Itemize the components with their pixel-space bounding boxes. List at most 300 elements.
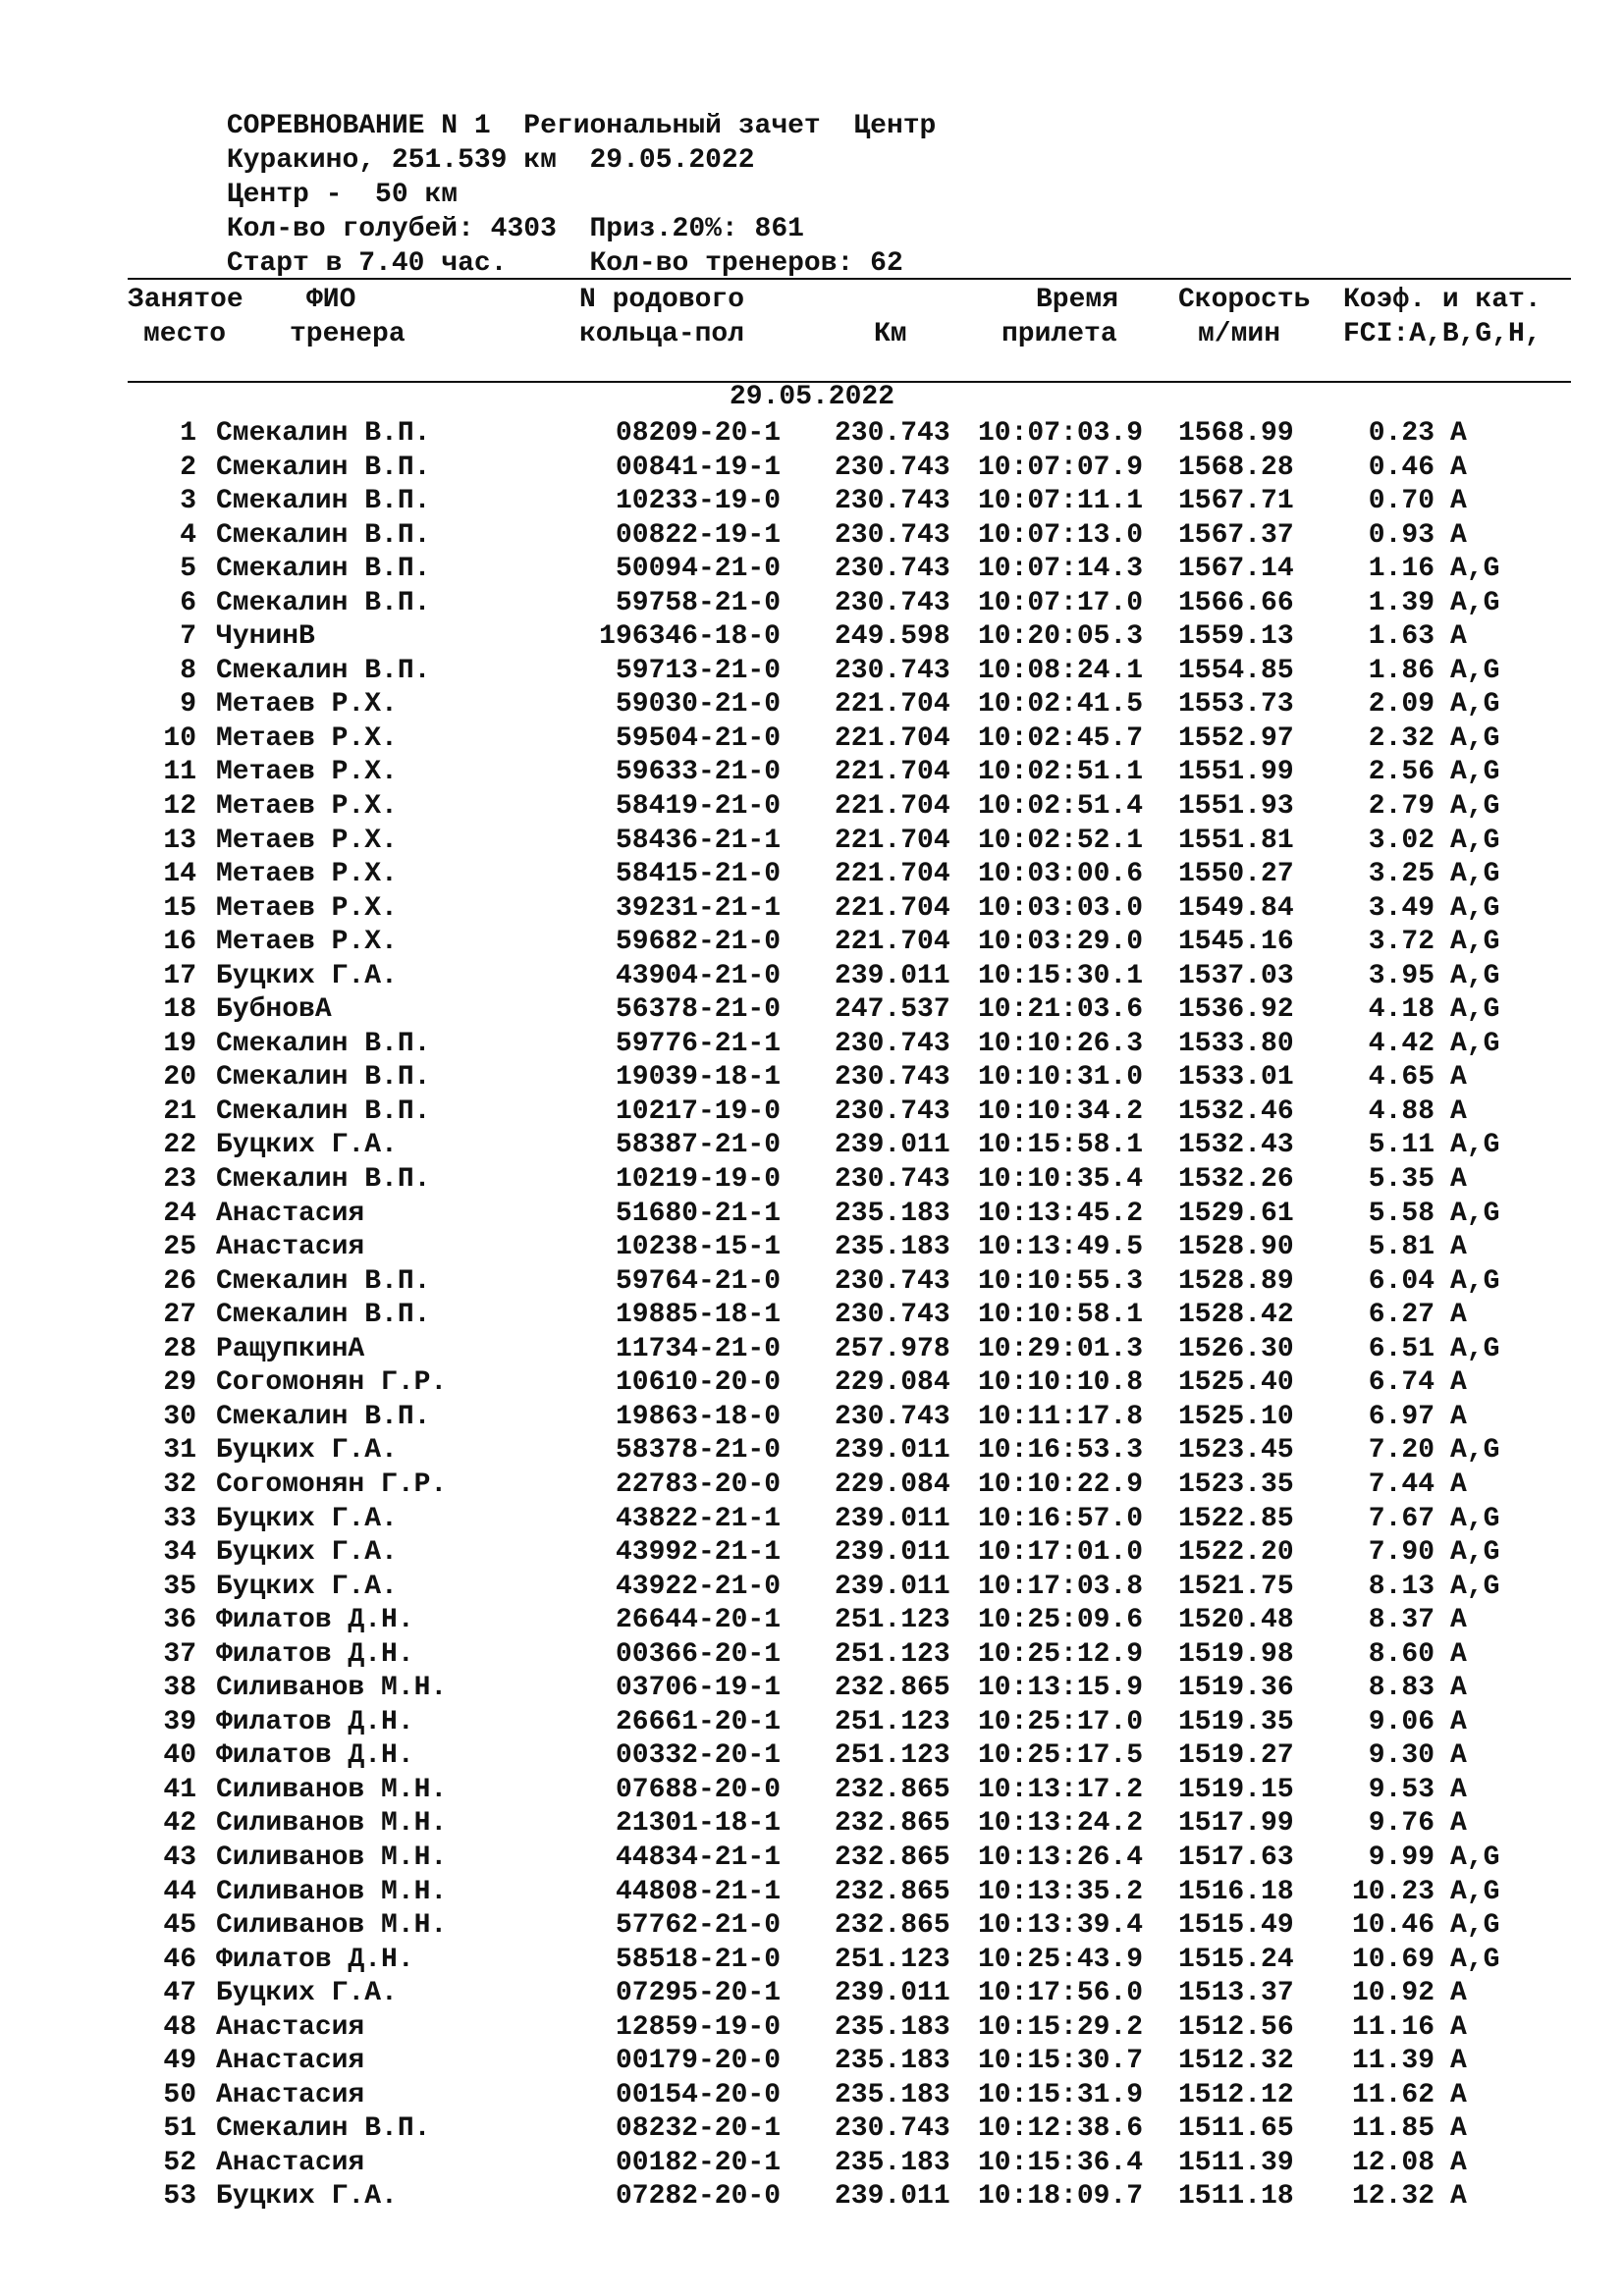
arrival-time-cell: 10:25:43.9 [978,1944,1144,1975]
category-cell: A [1450,1638,1467,1670]
trainer-name-cell: Метаев Р.Х. [216,859,398,890]
fci-coefficient-cell: 0.23 [1368,418,1435,449]
ring-number-cell: 50094-21-0 [615,554,781,585]
fci-coefficient-cell: 3.95 [1368,960,1435,991]
table-row [0,1129,1624,1163]
table-row [0,1028,1624,1062]
table-row [0,452,1624,486]
place-cell: 27 [163,1300,196,1331]
competition-type: Региональный зачет [523,111,821,141]
fci-coefficient-cell: 6.04 [1368,1265,1435,1297]
arrival-time-cell: 10:15:30.7 [978,2046,1144,2077]
place-cell: 21 [163,1095,196,1127]
table-row [0,1536,1624,1571]
distance-km-cell: 235.183 [835,2079,950,2110]
results-table [0,417,1624,2215]
speed-cell: 1568.28 [1178,452,1294,483]
table-row [0,1265,1624,1300]
place-cell: 4 [180,519,196,551]
category-cell: A [1450,1774,1467,1805]
distance-km-cell: 230.743 [835,519,950,551]
table-row [0,1909,1624,1944]
ring-number-cell: 58415-21-0 [615,859,781,890]
place-cell: 37 [163,1638,196,1670]
ring-number-cell: 21301-18-1 [615,1808,781,1840]
fci-coefficient-cell: 10.92 [1351,1978,1435,2009]
arrival-time-cell: 10:12:38.6 [978,2113,1144,2145]
speed-cell: 1532.46 [1178,1095,1294,1127]
place-cell: 24 [163,1198,196,1229]
category-cell: A [1450,2011,1467,2043]
fci-coefficient-cell: 10.23 [1351,1876,1435,1907]
speed-cell: 1519.98 [1178,1638,1294,1670]
table-row [0,2147,1624,2181]
ring-number-cell: 56378-21-0 [615,994,781,1026]
table-row [0,1672,1624,1706]
speed-cell: 1513.37 [1178,1978,1294,2009]
place-cell: 52 [163,2147,196,2178]
distance-km-cell: 230.743 [835,587,950,618]
category-cell: A [1450,1673,1467,1704]
category-cell: A [1450,1706,1467,1737]
place-cell: 41 [163,1774,196,1805]
table-row [0,825,1624,859]
speed-cell: 1528.89 [1178,1265,1294,1297]
table-row [0,2180,1624,2215]
distance-km-cell: 221.704 [835,689,950,721]
trainer-name-cell: Смекалин В.П. [216,1265,431,1297]
trainer-name-cell: Буцких Г.А. [216,1978,398,2009]
fci-coefficient-cell: 6.27 [1368,1300,1435,1331]
trainer-name-cell: Анастасия [216,2079,365,2110]
ring-number-cell: 44808-21-1 [615,1876,781,1907]
category-cell: A [1450,1300,1467,1331]
table-row [0,1774,1624,1808]
category-cell: A,G [1450,791,1500,823]
col-ring-1: N родового [579,285,745,315]
place-cell: 5 [180,554,196,585]
fci-coefficient-cell: 10.46 [1351,1910,1435,1942]
fci-coefficient-cell: 1.39 [1368,587,1435,618]
category-cell: A [1450,1095,1467,1127]
ring-number-cell: 43992-21-1 [615,1537,781,1569]
distance-km-cell: 221.704 [835,927,950,958]
speed-cell: 1522.20 [1178,1537,1294,1569]
arrival-time-cell: 10:25:17.0 [978,1706,1144,1737]
arrival-time-cell: 10:10:26.3 [978,1028,1144,1059]
distance-km-cell: 221.704 [835,825,950,856]
distance-km-cell: 230.743 [835,1300,950,1331]
trainer-name-cell: Метаев Р.Х. [216,757,398,788]
fci-coefficient-cell: 9.76 [1368,1808,1435,1840]
distance-km-cell: 239.011 [835,1130,950,1161]
col-coef-2: FCI:A,B,G,H, [1343,319,1542,349]
ring-number-cell: 10238-15-1 [615,1232,781,1263]
col-speed-1: Скорость [1178,285,1311,315]
distance-km-cell: 232.865 [835,1876,950,1907]
fci-coefficient-cell: 9.99 [1368,1842,1435,1873]
place-cell: 11 [163,757,196,788]
distance-km-cell: 235.183 [835,2011,950,2043]
distance-km-cell: 221.704 [835,892,950,924]
table-row [0,1061,1624,1095]
distance-km-cell: 232.865 [835,1808,950,1840]
fci-coefficient-cell: 11.39 [1351,2046,1435,2077]
trainer-name-cell: Смекалин В.П. [216,1028,431,1059]
fci-coefficient-cell: 11.62 [1351,2079,1435,2110]
trainer-name-cell: Согомонян Г.Р. [216,1468,448,1500]
arrival-time-cell: 10:07:13.0 [978,519,1144,551]
distance-km-cell: 232.865 [835,1774,950,1805]
place-cell: 2 [180,452,196,483]
trainer-name-cell: Филатов Д.Н. [216,1638,414,1670]
table-row [0,1739,1624,1774]
distance-km-cell: 230.743 [835,655,950,686]
category-cell: A [1450,2113,1467,2145]
place-cell: 3 [180,486,196,517]
arrival-time-cell: 10:13:35.2 [978,1876,1144,1907]
distance-km-cell: 230.743 [835,1062,950,1094]
trainer-name-cell: Смекалин В.П. [216,1095,431,1127]
category-cell: A [1450,1232,1467,1263]
ring-number-cell: 26661-20-1 [615,1706,781,1737]
ring-number-cell: 59030-21-0 [615,689,781,721]
distance-km-cell: 230.743 [835,1095,950,1127]
col-speed-2: м/мин [1198,319,1281,349]
speed-cell: 1515.49 [1178,1910,1294,1942]
fci-coefficient-cell: 5.11 [1368,1130,1435,1161]
category-cell: A [1450,1164,1467,1196]
distance-km-cell: 239.011 [835,960,950,991]
ring-number-cell: 39231-21-1 [615,892,781,924]
place-cell: 22 [163,1130,196,1161]
trainer-name-cell: Филатов Д.Н. [216,1706,414,1737]
trainer-name-cell: Метаев Р.Х. [216,892,398,924]
distance-km-cell: 239.011 [835,1503,950,1534]
ring-number-cell: 57762-21-0 [615,1910,781,1942]
zone-radius: Центр - 50 км [226,180,459,210]
trainer-name-cell: БубновА [216,994,332,1026]
trainer-name-cell: Смекалин В.П. [216,655,431,686]
arrival-time-cell: 10:15:29.2 [978,2011,1144,2043]
col-name-1: ФИО [306,285,356,315]
fci-coefficient-cell: 6.97 [1368,1401,1435,1432]
arrival-time-cell: 10:13:26.4 [978,1842,1144,1873]
speed-cell: 1512.32 [1178,2046,1294,2077]
place-cell: 13 [163,825,196,856]
fci-coefficient-cell: 12.08 [1351,2147,1435,2178]
table-row [0,858,1624,892]
category-cell: A [1450,1401,1467,1432]
arrival-time-cell: 10:13:45.2 [978,1198,1144,1229]
fci-coefficient-cell: 3.49 [1368,892,1435,924]
trainer-name-cell: Буцких Г.А. [216,1503,398,1534]
ring-number-cell: 19863-18-0 [615,1401,781,1432]
place-cell: 30 [163,1401,196,1432]
distance-km-cell: 251.123 [835,1944,950,1975]
speed-cell: 1559.13 [1178,621,1294,653]
place-cell: 18 [163,994,196,1026]
place-cell: 42 [163,1808,196,1840]
fci-coefficient-cell: 3.02 [1368,825,1435,856]
arrival-time-cell: 10:13:49.5 [978,1232,1144,1263]
table-row [0,417,1624,452]
arrival-time-cell: 10:16:57.0 [978,1503,1144,1534]
trainer-name-cell: Буцких Г.А. [216,1130,398,1161]
col-name-2: тренера [290,319,406,349]
table-row [0,1198,1624,1232]
ring-number-cell: 19885-18-1 [615,1300,781,1331]
table-row [0,1876,1624,1910]
speed-cell: 1525.40 [1178,1367,1294,1399]
fci-coefficient-cell: 4.18 [1368,994,1435,1026]
speed-cell: 1567.14 [1178,554,1294,585]
arrival-time-cell: 10:10:22.9 [978,1468,1144,1500]
speed-cell: 1552.97 [1178,722,1294,754]
arrival-time-cell: 10:03:00.6 [978,859,1144,890]
place-cell: 35 [163,1571,196,1602]
distance-km-cell: 247.537 [835,994,950,1026]
ring-number-cell: 07688-20-0 [615,1774,781,1805]
table-row [0,587,1624,621]
table-row [0,892,1624,927]
trainer-name-cell: Смекалин В.П. [216,1300,431,1331]
ring-number-cell: 00366-20-1 [615,1638,781,1670]
table-row [0,553,1624,587]
arrival-time-cell: 10:02:51.4 [978,791,1144,823]
trainer-name-cell: Анастасия [216,2147,365,2178]
trainer-name-cell: ЧунинВ [216,621,315,653]
trainer-name-cell: Смекалин В.П. [216,519,431,551]
ring-number-cell: 00332-20-1 [615,1740,781,1772]
table-row [0,655,1624,689]
arrival-time-cell: 10:07:14.3 [978,554,1144,585]
fci-coefficient-cell: 2.79 [1368,791,1435,823]
ring-number-cell: 11734-21-0 [615,1333,781,1364]
speed-cell: 1549.84 [1178,892,1294,924]
speed-cell: 1567.37 [1178,519,1294,551]
fci-coefficient-cell: 1.86 [1368,655,1435,686]
table-row [0,1163,1624,1198]
place-cell: 19 [163,1028,196,1059]
ring-number-cell: 19039-18-1 [615,1062,781,1094]
table-row [0,722,1624,757]
place-cell: 31 [163,1435,196,1467]
category-cell: A,G [1450,1198,1500,1229]
arrival-time-cell: 10:13:15.9 [978,1673,1144,1704]
ring-number-cell: 58387-21-0 [615,1130,781,1161]
place-cell: 43 [163,1842,196,1873]
speed-cell: 1545.16 [1178,927,1294,958]
table-row [0,1299,1624,1333]
trainer-name-cell: Филатов Д.Н. [216,1944,414,1975]
table-row [0,1571,1624,1605]
ring-number-cell: 22783-20-0 [615,1468,781,1500]
category-cell: A [1450,2181,1467,2213]
table-row [0,926,1624,960]
header-line-1 [128,75,937,141]
table-row [0,960,1624,994]
fci-coefficient-cell: 8.60 [1368,1638,1435,1670]
table-row [0,2079,1624,2113]
category-cell: A,G [1450,1130,1500,1161]
place-cell: 17 [163,960,196,991]
fci-coefficient-cell: 1.16 [1368,554,1435,585]
trainer-name-cell: Согомонян Г.Р. [216,1367,448,1399]
fci-coefficient-cell: 5.81 [1368,1232,1435,1263]
arrival-time-cell: 10:10:35.4 [978,1164,1144,1196]
table-row [0,1095,1624,1130]
table-row [0,2112,1624,2147]
arrival-time-cell: 10:13:24.2 [978,1808,1144,1840]
distance-km-cell: 221.704 [835,757,950,788]
speed-cell: 1523.45 [1178,1435,1294,1467]
col-time-2: прилета [1001,319,1117,349]
category-cell: A [1450,486,1467,517]
speed-cell: 1566.66 [1178,587,1294,618]
place-cell: 23 [163,1164,196,1196]
distance-km-cell: 251.123 [835,1706,950,1737]
speed-cell: 1528.42 [1178,1300,1294,1331]
ring-number-cell: 58419-21-0 [615,791,781,823]
category-cell: A,G [1450,554,1500,585]
col-coef-1: Коэф. и кат. [1343,285,1542,315]
place-cell: 25 [163,1232,196,1263]
ring-number-cell: 07282-20-0 [615,2181,781,2213]
trainer-name-cell: Метаев Р.Х. [216,791,398,823]
speed-cell: 1529.61 [1178,1198,1294,1229]
table-row [0,688,1624,722]
category-cell: A,G [1450,892,1500,924]
fci-coefficient-cell: 6.51 [1368,1333,1435,1364]
category-cell: A,G [1450,722,1500,754]
trainer-name-cell: Смекалин В.П. [216,1401,431,1432]
fci-coefficient-cell: 12.32 [1351,2181,1435,2213]
distance-km-cell: 230.743 [835,2113,950,2145]
ring-number-cell: 59758-21-0 [615,587,781,618]
place-cell: 45 [163,1910,196,1942]
ring-number-cell: 08209-20-1 [615,418,781,449]
place-cell: 33 [163,1503,196,1534]
col-place-1: Занятое [128,285,244,315]
table-row [0,993,1624,1028]
distance-km-cell: 239.011 [835,1571,950,1602]
ring-number-cell: 10219-19-0 [615,1164,781,1196]
fci-coefficient-cell: 4.42 [1368,1028,1435,1059]
trainer-name-cell: Силиванов М.Н. [216,1910,448,1942]
table-top-rule [128,278,1571,280]
ring-number-cell: 26644-20-1 [615,1605,781,1636]
trainer-name-cell: Силиванов М.Н. [216,1808,448,1840]
speed-cell: 1523.35 [1178,1468,1294,1500]
trainer-name-cell: Силиванов М.Н. [216,1876,448,1907]
ring-number-cell: 59682-21-0 [615,927,781,958]
speed-cell: 1521.75 [1178,1571,1294,1602]
distance-km-cell: 230.743 [835,452,950,483]
speed-cell: 1512.56 [1178,2011,1294,2043]
place-cell: 14 [163,859,196,890]
trainer-name-cell: Метаев Р.Х. [216,927,398,958]
distance-km-cell: 239.011 [835,1537,950,1569]
speed-cell: 1533.01 [1178,1062,1294,1094]
speed-cell: 1551.81 [1178,825,1294,856]
arrival-time-cell: 10:11:17.8 [978,1401,1144,1432]
fci-coefficient-cell: 8.83 [1368,1673,1435,1704]
category-cell: A [1450,621,1467,653]
place-cell: 51 [163,2113,196,2145]
place-cell: 36 [163,1605,196,1636]
trainer-name-cell: Анастасия [216,1232,365,1263]
trainer-name-cell: Смекалин В.П. [216,554,431,585]
table-row [0,790,1624,825]
col-time-1: Время [1036,285,1119,315]
fci-coefficient-cell: 9.06 [1368,1706,1435,1737]
arrival-time-cell: 10:13:17.2 [978,1774,1144,1805]
distance-km-cell: 230.743 [835,486,950,517]
distance-km-cell: 232.865 [835,1673,950,1704]
fci-coefficient-cell: 6.74 [1368,1367,1435,1399]
table-row [0,485,1624,519]
category-cell: A [1450,2079,1467,2110]
distance-km-cell: 229.084 [835,1367,950,1399]
place-cell: 47 [163,1978,196,2009]
category-cell: A,G [1450,1435,1500,1467]
trainer-name-cell: РащупкинА [216,1333,365,1364]
table-row [0,1468,1624,1503]
category-cell: A,G [1450,927,1500,958]
distance-km-cell: 251.123 [835,1740,950,1772]
trainer-name-cell: Смекалин В.П. [216,1062,431,1094]
arrival-time-cell: 10:18:09.7 [978,2181,1144,2213]
arrival-time-cell: 10:15:58.1 [978,1130,1144,1161]
place-cell: 28 [163,1333,196,1364]
category-cell: A,G [1450,994,1500,1026]
arrival-time-cell: 10:10:10.8 [978,1367,1144,1399]
trainer-name-cell: Буцких Г.А. [216,1537,398,1569]
speed-cell: 1551.93 [1178,791,1294,823]
category-cell: A,G [1450,1842,1500,1873]
fci-coefficient-cell: 8.37 [1368,1605,1435,1636]
distance-km-cell: 232.865 [835,1910,950,1942]
arrival-time-cell: 10:10:31.0 [978,1062,1144,1094]
ring-number-cell: 00182-20-1 [615,2147,781,2178]
ring-number-cell: 12859-19-0 [615,2011,781,2043]
arrival-time-cell: 10:17:56.0 [978,1978,1144,2009]
place-cell: 40 [163,1740,196,1772]
table-row [0,1638,1624,1673]
trainer-name-cell: Смекалин В.П. [216,1164,431,1196]
place-cell: 50 [163,2079,196,2110]
category-cell: A,G [1450,1333,1500,1364]
category-cell: A [1450,1808,1467,1840]
ring-number-cell: 58378-21-0 [615,1435,781,1467]
col-km: Км [874,319,907,349]
arrival-time-cell: 10:02:45.7 [978,722,1144,754]
category-cell: A,G [1450,1944,1500,1975]
arrival-time-cell: 10:02:52.1 [978,825,1144,856]
arrival-time-cell: 10:21:03.6 [978,994,1144,1026]
table-row [0,1977,1624,2011]
fci-coefficient-cell: 1.63 [1368,621,1435,653]
distance-km-cell: 221.704 [835,722,950,754]
table-row [0,1333,1624,1367]
distance-km-cell: 229.084 [835,1468,950,1500]
ring-number-cell: 10233-19-0 [615,486,781,517]
ring-number-cell: 43822-21-1 [615,1503,781,1534]
fci-coefficient-cell: 7.90 [1368,1537,1435,1569]
competition-header [128,75,937,279]
table-row [0,1944,1624,1978]
